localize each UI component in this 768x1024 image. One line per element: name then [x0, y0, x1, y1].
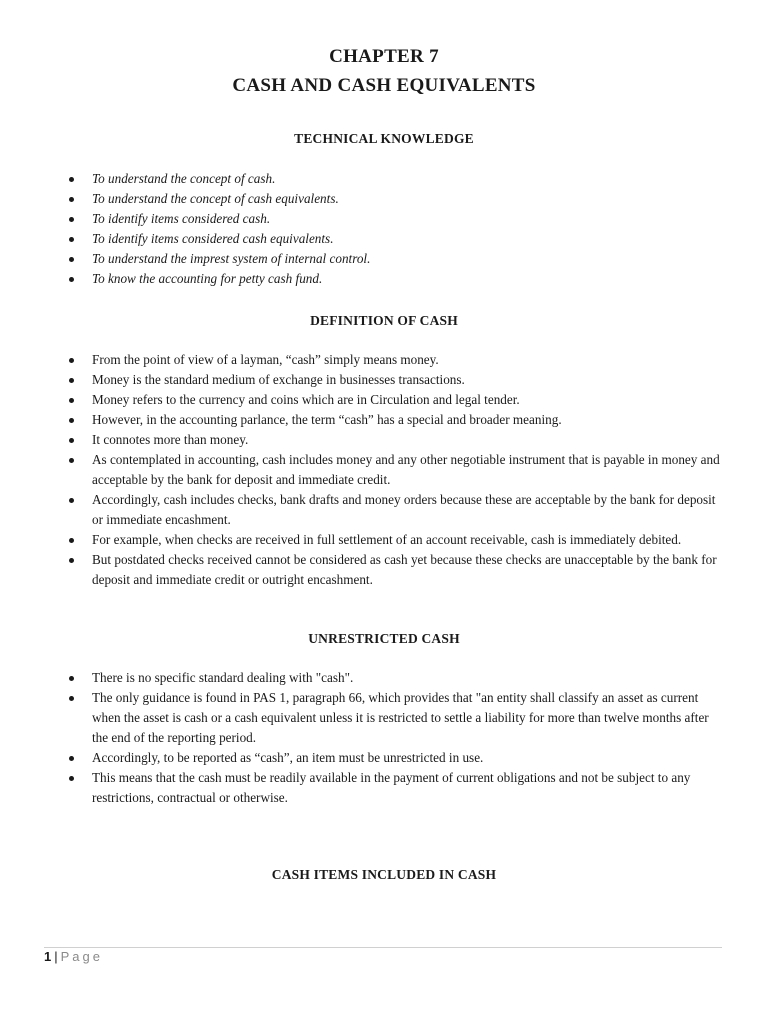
list-item: Accordingly, to be reported as “cash”, an item must be unrestricted in use. [66, 748, 726, 768]
list-item: As contemplated in accounting, cash includes money and any other negotiable instrument that is payable in money and acceptable by the bank for deposit and immediate credit. [66, 450, 726, 490]
list-item: There is no specific standard dealing with "cash". [66, 668, 726, 688]
footer-separator: | [54, 949, 58, 964]
list-item: Money refers to the currency and coins which are in Circulation and legal tender. [66, 390, 726, 410]
page-number: 1 [44, 949, 52, 964]
bullet-icon [69, 378, 74, 383]
list-item: To know the accounting for petty cash fund. [66, 269, 726, 289]
bullet-icon [69, 558, 74, 563]
bullet-icon [69, 358, 74, 363]
bullet-icon [69, 438, 74, 443]
bullet-icon [69, 217, 74, 222]
chapter-number: CHAPTER 7 [329, 46, 439, 67]
list-item: From the point of view of a layman, “cash” simply means money. [66, 350, 726, 370]
list-item: Money is the standard medium of exchange in businesses transactions. [66, 370, 726, 390]
bullet-icon [69, 257, 74, 262]
bullet-icon [69, 177, 74, 182]
bullet-icon [69, 277, 74, 282]
heading-definition-of-cash: DEFINITION OF CASH [310, 313, 458, 328]
list-item: This means that the cash must be readily available in the payment of current obligations and not be subject to any restrictions, contractual or otherwise. [66, 768, 726, 808]
bullet-icon [69, 676, 74, 681]
page-footer [44, 949, 103, 964]
page-label: Page [60, 949, 103, 964]
technical-knowledge-list [66, 169, 726, 289]
bullet-icon [69, 696, 74, 701]
definition-of-cash-list [66, 350, 726, 590]
bullet-icon [69, 398, 74, 403]
bullet-icon [69, 538, 74, 543]
list-item: It connotes more than money. [66, 430, 726, 450]
bullet-icon [69, 197, 74, 202]
chapter-title: CASH AND CASH EQUIVALENTS [232, 75, 536, 96]
list-item: The only guidance is found in PAS 1, paragraph 66, which provides that "an entity shall classify an asset as current when the asset is cash or a cash equivalent unless it is restricted to settle a liability for more than twelve months after the end of the reporting period. [66, 688, 726, 748]
unrestricted-cash-list [66, 668, 726, 808]
heading-cash-items-included: CASH ITEMS INCLUDED IN CASH [271, 867, 497, 882]
list-item: To understand the concept of cash. [66, 169, 726, 189]
bullet-icon [69, 237, 74, 242]
list-item: To understand the imprest system of internal control. [66, 249, 726, 269]
bullet-icon [69, 458, 74, 463]
list-item: To identify items considered cash. [66, 209, 726, 229]
heading-technical-knowledge: TECHNICAL KNOWLEDGE [294, 131, 474, 146]
list-item: For example, when checks are received in full settlement of an account receivable, cash is immediately debited. [66, 530, 726, 550]
bullet-icon [69, 756, 74, 761]
list-item: However, in the accounting parlance, the term “cash” has a special and broader meaning. [66, 410, 726, 430]
bullet-icon [69, 418, 74, 423]
bullet-icon [69, 776, 74, 781]
heading-unrestricted-cash: UNRESTRICTED CASH [308, 631, 460, 646]
bullet-icon [69, 498, 74, 503]
list-item: Accordingly, cash includes checks, bank drafts and money orders because these are acceptable by the bank for deposit or immediate encashment. [66, 490, 726, 530]
list-item: To understand the concept of cash equivalents. [66, 189, 726, 209]
footer-divider [44, 947, 722, 948]
list-item: To identify items considered cash equivalents. [66, 229, 726, 249]
list-item: But postdated checks received cannot be considered as cash yet because these checks are unacceptable by the bank for deposit and immediate credit or outright encashment. [66, 550, 726, 590]
